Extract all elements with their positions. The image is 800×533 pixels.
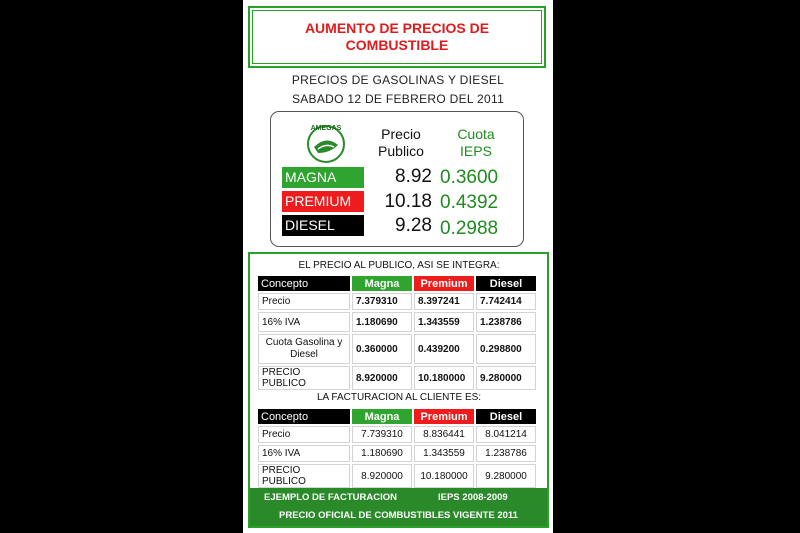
logo-text: AMEGAS [310, 125, 342, 132]
price-breakdown-table [256, 274, 538, 392]
fuel-ieps-magna: 0.3600 [440, 167, 499, 188]
invoice-table [256, 407, 538, 490]
header-premium: Premium [414, 409, 474, 424]
amegas-logo [304, 121, 348, 165]
table-row [258, 312, 536, 332]
cell-diesel: 8.041214 [476, 426, 536, 443]
cell-diesel: 7.742414 [476, 293, 536, 310]
header-concepto: Concepto [258, 276, 350, 291]
table-row [258, 445, 536, 462]
footer-banner [250, 488, 547, 526]
cell-diesel: 0.298800 [476, 334, 536, 364]
table1-title: EL PRECIO AL PUBLICO, ASI SE INTEGRA: [298, 260, 500, 271]
table-row [258, 464, 536, 488]
table-row [258, 293, 536, 310]
cell-premium: 1.343559 [414, 445, 474, 462]
cell-magna: 7.379310 [352, 293, 412, 310]
cell-premium: 1.343559 [414, 312, 474, 332]
col-header-ieps: Cuota IEPS [457, 126, 495, 159]
cell-magna: 8.920000 [352, 366, 412, 390]
table-header-row [258, 276, 536, 291]
fuel-label-magna: MAGNA [282, 167, 364, 188]
header-diesel: Diesel [476, 409, 536, 424]
table2-title: LA FACTURACION AL CLIENTE ES: [316, 392, 482, 403]
cell-magna: 7.739310 [352, 426, 412, 443]
row-label: Precio [258, 426, 350, 443]
header-concepto: Concepto [258, 409, 350, 424]
row-label: Precio [258, 293, 350, 310]
fuel-price-magna: 8.92 [395, 166, 432, 187]
cell-diesel: 1.238786 [476, 312, 536, 332]
table-row [258, 334, 536, 364]
cell-premium: 10.180000 [414, 366, 474, 390]
cell-diesel: 9.280000 [476, 366, 536, 390]
row-label: PRECIO PUBLICO [258, 464, 350, 488]
table-header-row [258, 409, 536, 424]
page-title: AUMENTO DE PRECIOS DE COMBUSTIBLE [248, 6, 546, 68]
header-diesel: Diesel [476, 276, 536, 291]
header-magna: Magna [352, 409, 412, 424]
row-label: 16% IVA [258, 312, 350, 332]
cell-premium: 8.397241 [414, 293, 474, 310]
fuel-label-diesel: DIESEL [282, 215, 364, 236]
table-row [258, 426, 536, 443]
cell-magna: 0.360000 [352, 334, 412, 364]
fuel-label-premium: PREMIUM [282, 191, 364, 212]
cell-premium: 8.836441 [414, 426, 474, 443]
fuel-ieps-diesel: 0.2988 [440, 218, 499, 239]
subtitle-line-2: SABADO 12 DE FEBRERO DEL 2011 [291, 92, 505, 106]
footer-right: IEPS 2008-2009 [438, 492, 508, 503]
cell-magna: 1.180690 [352, 445, 412, 462]
cell-diesel: 9.280000 [476, 464, 536, 488]
row-label: 16% IVA [258, 445, 350, 462]
footer-bottom: PRECIO OFICIAL DE COMBUSTIBLES VIGENTE 2011 [279, 510, 518, 521]
cell-magna: 8.920000 [352, 464, 412, 488]
row-label: Cuota Gasolina y Diesel [258, 334, 350, 364]
cell-premium: 10.180000 [414, 464, 474, 488]
cell-premium: 0.439200 [414, 334, 474, 364]
row-label: PRECIO PUBLICO [258, 366, 350, 390]
cell-diesel: 1.238786 [476, 445, 536, 462]
fuel-ieps-premium: 0.4392 [440, 192, 499, 213]
col-header-price: Precio Publico [378, 126, 424, 159]
fuel-price-diesel: 9.28 [395, 215, 432, 236]
table-row [258, 366, 536, 390]
subtitle-line-1: PRECIOS DE GASOLINAS Y DIESEL [291, 73, 505, 87]
cell-magna: 1.180690 [352, 312, 412, 332]
footer-left: EJEMPLO DE FACTURACION [264, 492, 398, 503]
fuel-price-premium: 10.18 [384, 191, 432, 212]
header-magna: Magna [352, 276, 412, 291]
header-premium: Premium [414, 276, 474, 291]
